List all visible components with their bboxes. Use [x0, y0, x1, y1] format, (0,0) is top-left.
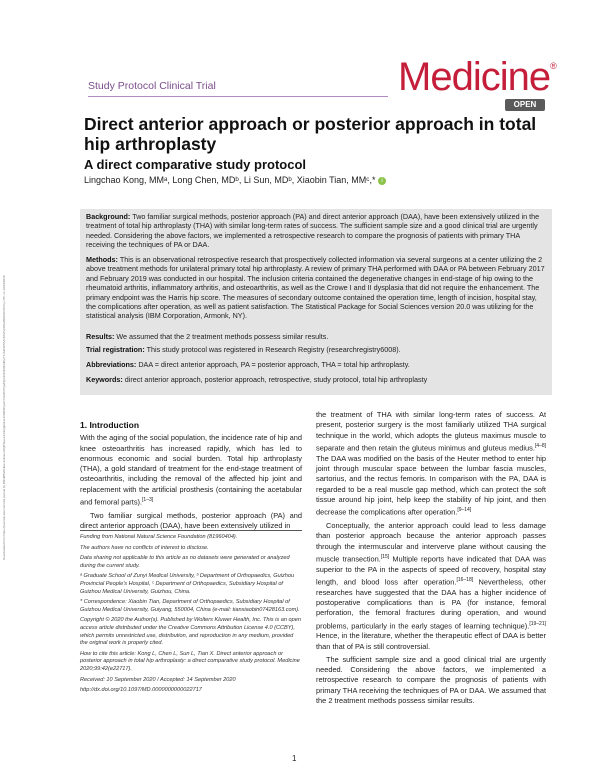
article-type-rule [88, 96, 388, 97]
citation-note: How to cite this article: Kong L, Chen L, Sun L, Tian X. Direct anterior approach or posterior approach in total hip arthroplasty: a direct comparative study protocol. Medicine 2020;99:42(e22717). [80, 650, 300, 672]
abbrev-text: DAA = direct anterior approach, PA = posterior approach, THA = total hip arthroplasty. [138, 360, 410, 369]
background-label: Background: [86, 212, 131, 221]
trial-label: Trial registration: [86, 345, 145, 354]
abstract-background [86, 212, 548, 250]
right-column [316, 410, 546, 709]
funding-note: Funding from National Natural Science Foundation (81960404). [80, 534, 238, 540]
affiliations: ᵃ Graduate School of Zunyi Medical University, ᵇ Department of Orthopaedics, Guizhou Provincial People's Hospital, ᶜ Department of Orthopaedics, Subsidiary Hospital of Guizhou Medical University, Guizhou, China. [80, 573, 295, 595]
article-subtitle: A direct comparative study protocol [84, 157, 307, 172]
abstract-keywords [86, 375, 548, 384]
article-type-label: Study Protocol Clinical Trial [88, 80, 216, 92]
data-sharing-note: Data sharing not applicable to this article as no datasets were generated or analyzed during the current study. [80, 555, 290, 569]
citation-ref[interactable]: [16–18] [456, 576, 474, 583]
intro-paragraph-2: Two familiar surgical methods, posterior approach (PA) and direct anterior approach (DAA), have been extensively utilized in [80, 510, 302, 531]
left-column [80, 420, 302, 534]
copyright-note: Copyright © 2020 the Author(s). Published by Wolters Kluwer Health, Inc. This is an open access article distributed under the Creative Commons Attribution License 4.0 (CCBY), which permits unrestricted use, distribution, and reproduction in any medium, provided the original work is properly cited. [80, 617, 301, 647]
orcid-icon[interactable]: i [378, 177, 386, 185]
body-p2c: Nevertheless, other researches have suggested that the DAA has a higher incidence of postoperative complications than is PA (for instance, femoral perforation, the femoral fractures during operation, and wound problems, particularly in the early stages of learning technique). [316, 577, 546, 630]
registered-mark: ® [550, 61, 556, 71]
article-title: Direct anterior approach or posterior approach in total hip arthroplasty [84, 114, 537, 154]
intro-p1-text: With the aging of the social population, the incidence rate of hip and knee osteoarthritis has increased rapidly, which has led to enormous economic and social burden. Total hip arthroplasty (THA), a gold standard of treatment for the end-stage treatment of osteoarthritis, including the removal of the affected hip joint and replacement with the artificial prosthesis (containing the acetabular and femoral parts). [80, 433, 302, 507]
doi-link[interactable]: http://dx.doi.org/10.1097/MD.0000000000022717 [80, 687, 202, 694]
intro-paragraph-1 [80, 433, 302, 508]
conflict-note: The authors have no conflicts of interest to disclose. [80, 544, 209, 551]
body-paragraph-1 [316, 410, 546, 518]
correspondence: * Correspondence: Xiaobin Tian, Department of Orthopaedics, Subsidiary Hospital of Guizhou Medical University, Guiyang, 550004, China (e-mail: tianxiaobin07428163.com). [80, 599, 300, 613]
body-p2d: Hence, in the literature, whether the therapeutic effect of DAA is better than that of PA is still controversial. [316, 631, 546, 651]
introduction-heading: 1. Introduction [80, 420, 140, 430]
body-p2a: Conceptually, the anterior approach could lead to less damage than posterior approach because the anterior approach passes through the intermuscular and interverve plane without causing the muscle transection. [316, 520, 546, 564]
page-number: 1 [292, 754, 297, 763]
footnote-divider [80, 530, 302, 531]
footnotes [80, 534, 302, 698]
trial-text: This study protocol was registered in Research Registry (researchregistry6008). [146, 345, 401, 354]
open-access-badge: OPEN [505, 99, 545, 111]
citation-ref[interactable]: [1–3] [142, 497, 154, 504]
author-names: Lingchao Kong, MMᵃ, Long Chen, MDᵇ, Li Sun, MDᵇ, Xiaobin Tian, MMᶜ,* [84, 175, 376, 185]
abstract-abbreviations [86, 360, 548, 369]
citation-ref[interactable]: [19–21] [529, 620, 546, 627]
abstract-results [86, 332, 548, 341]
citation-ref[interactable]: [15] [380, 553, 390, 560]
citation-ref[interactable]: [9–14] [457, 507, 472, 514]
author-list [84, 175, 386, 185]
body-paragraph-3: The sufficient sample size and a good clinical trial are urgently needed. Considering the above factors, we implemented a retrospective research to compare the prognosis of patients with primary THA receiving the techniques of PA or DAA. We assumed that the 2 treatment methods possess similar results. [316, 654, 546, 706]
keywords-label: Keywords: [86, 375, 123, 384]
body-paragraph-2 [316, 521, 546, 652]
body-p1a: the treatment of THA with similar long-term rates of success. At present, posterior surgery is the most familiarly utilized THA surgical technique in the world, which adopts the gluteus maximus muscle to separate and then retain the gluteus minimus and gluteus medius. [316, 410, 546, 453]
abstract-trial [86, 345, 548, 354]
results-label: Results: [86, 332, 115, 341]
abstract-methods [86, 255, 548, 321]
received-dates: Received: 10 September 2020 / Accepted: 14 September 2020 [80, 676, 236, 683]
abbrev-label: Abbreviations: [86, 360, 137, 369]
citation-ref[interactable]: [4–8] [534, 442, 546, 449]
methods-text: This is an observational retrospective research that prospectively collected information via several surgeons at a center utilizing the 2 above treatment methods for unilateral primary total hip arthroplasty. A review of primary THA performed with DAA or PA between February 2017 and February 2019 was conducted in our hospital. The inclusion criteria contained the degenerative changes in end-stage of hip owing to the rheumatoid arthritis, inflammatory arthritis, and osteoarthritis, as well as the Crowe I and II dysplasia that did not require the enhancement. The primary endpoint was the Harris hip score. The measures of secondary outcome contained the operation time, length of incision, hospital stay, the complications after operation, as well as patient satisfaction. The Statistical Package for Social Sciences version 20.0 was utilizing for the statistical analysis (IBM Corporation, Armonk, NY). [86, 255, 545, 321]
body-p2b: Multiple reports have indicated that DAA was superior to the PA in the aspects of speed of recovery, hospital stay length, and blood loss after operation. [316, 554, 546, 587]
download-watermark: Downloaded from https://journals.lww.com/md-journal by BhDMf5ePHKav1zEoum1tQfN4a+kJLhEZgbsIHo4XMi0hCywCX1AWnYQp/IlQrHD3i3D0OdRyi7TvSFl4Cf3VC4/OAVpDDa8KKGKV0Ymy+78= on 10/24/2020 [2, 275, 6, 560]
methods-label: Methods: [86, 255, 118, 264]
body-p1b: The DAA was modified on the basis of the Heuter method to enter hip joint through muscular space between the lumbar fascia muscles, sartorius, and the rectus femoris. In comparison with the PA, DAA is regarded to be a real muscle gap method, which can protect the soft tissue around hip joint, help keep the stability of hip joint, and then decrease the complications after operation. [316, 453, 546, 517]
results-text: We assumed that the 2 treatment methods possess similar results. [116, 332, 329, 341]
journal-logo[interactable] [398, 55, 556, 100]
background-text: Two familiar surgical methods, posterior approach (PA) and direct anterior approach (DAA), have been extensively utilized in the treatment of total hip arthroplasty (THA) with similar long-term rates of success. The sufficient sample size and a good clinical trial are urgently needed. Considering the above factors, we implemented a retrospective research to compare the prognosis of patients with primary THA receiving the techniques of PA or DAA. [86, 212, 540, 250]
journal-name: Medicine [398, 55, 551, 99]
keywords-text: direct anterior approach, posterior approach, retrospective, study protocol, total hip arthroplasty [124, 375, 428, 384]
